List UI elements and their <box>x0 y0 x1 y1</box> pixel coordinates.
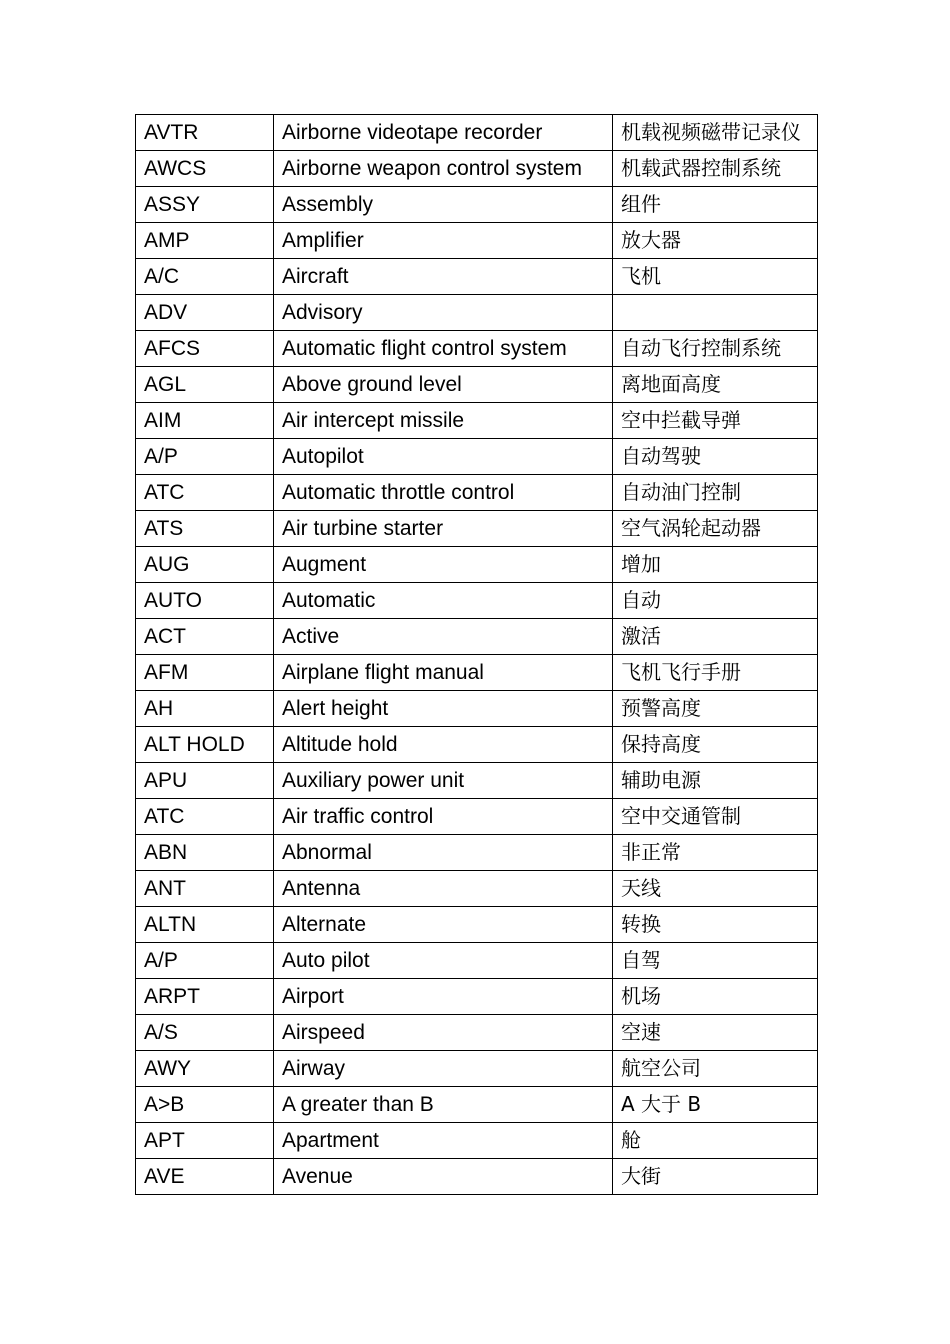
table-row <box>136 979 818 1015</box>
table-row <box>136 331 818 367</box>
english-term-cell: Advisory <box>274 295 613 331</box>
english-term-cell: Autopilot <box>274 439 613 475</box>
table-row <box>136 655 818 691</box>
abbreviation-cell: AUG <box>136 547 274 583</box>
abbreviation-cell: AFCS <box>136 331 274 367</box>
chinese-term-cell: 大街 <box>613 1159 818 1195</box>
chinese-term-cell: 机载武器控制系统 <box>613 151 818 187</box>
english-term-cell: Apartment <box>274 1123 613 1159</box>
table-row <box>136 943 818 979</box>
table-row <box>136 403 818 439</box>
table-row <box>136 1123 818 1159</box>
abbreviation-cell: AH <box>136 691 274 727</box>
abbreviation-cell: ABN <box>136 835 274 871</box>
abbreviation-table-body <box>136 115 818 1195</box>
table-row <box>136 799 818 835</box>
abbreviation-cell: AUTO <box>136 583 274 619</box>
table-row <box>136 367 818 403</box>
abbreviation-cell: A/S <box>136 1015 274 1051</box>
chinese-term-cell: 自动飞行控制系统 <box>613 331 818 367</box>
table-row <box>136 871 818 907</box>
english-term-cell: Amplifier <box>274 223 613 259</box>
abbreviation-cell: ALTN <box>136 907 274 943</box>
table-row <box>136 115 818 151</box>
abbreviation-cell: AMP <box>136 223 274 259</box>
table-row <box>136 1087 818 1123</box>
english-term-cell: Active <box>274 619 613 655</box>
abbreviation-cell: APU <box>136 763 274 799</box>
chinese-term-cell: 非正常 <box>613 835 818 871</box>
chinese-term-cell: 增加 <box>613 547 818 583</box>
table-row <box>136 1159 818 1195</box>
chinese-term-cell: 保持高度 <box>613 727 818 763</box>
english-term-cell: Airplane flight manual <box>274 655 613 691</box>
table-row <box>136 583 818 619</box>
english-term-cell: Airport <box>274 979 613 1015</box>
abbreviation-cell: AGL <box>136 367 274 403</box>
abbreviation-cell: ASSY <box>136 187 274 223</box>
chinese-term-cell: 组件 <box>613 187 818 223</box>
english-term-cell: Above ground level <box>274 367 613 403</box>
abbreviation-cell: AWY <box>136 1051 274 1087</box>
chinese-term-cell: 预警高度 <box>613 691 818 727</box>
chinese-term-cell: 空速 <box>613 1015 818 1051</box>
abbreviation-cell: ALT HOLD <box>136 727 274 763</box>
english-term-cell: Aircraft <box>274 259 613 295</box>
english-term-cell: Augment <box>274 547 613 583</box>
table-row <box>136 1015 818 1051</box>
abbreviation-cell: AVTR <box>136 115 274 151</box>
table-row <box>136 259 818 295</box>
chinese-term-cell: 放大器 <box>613 223 818 259</box>
abbreviation-cell: ACT <box>136 619 274 655</box>
abbreviation-cell: ATS <box>136 511 274 547</box>
table-row <box>136 727 818 763</box>
chinese-term-cell: 飞机飞行手册 <box>613 655 818 691</box>
table-row <box>136 295 818 331</box>
english-term-cell: Automatic throttle control <box>274 475 613 511</box>
abbreviation-cell: A/P <box>136 943 274 979</box>
table-row <box>136 835 818 871</box>
chinese-term-cell: 自动 <box>613 583 818 619</box>
chinese-term-cell: 自动油门控制 <box>613 475 818 511</box>
abbreviation-cell: AFM <box>136 655 274 691</box>
abbreviation-cell: A/C <box>136 259 274 295</box>
abbreviation-cell: A/P <box>136 439 274 475</box>
chinese-term-cell: 飞机 <box>613 259 818 295</box>
english-term-cell: Auto pilot <box>274 943 613 979</box>
english-term-cell: Avenue <box>274 1159 613 1195</box>
table-row <box>136 439 818 475</box>
english-term-cell: Alternate <box>274 907 613 943</box>
chinese-term-cell: 舱 <box>613 1123 818 1159</box>
chinese-term-cell: 机场 <box>613 979 818 1015</box>
table-row <box>136 1051 818 1087</box>
english-term-cell: Airway <box>274 1051 613 1087</box>
english-term-cell: Automatic <box>274 583 613 619</box>
table-row <box>136 763 818 799</box>
english-term-cell: Antenna <box>274 871 613 907</box>
table-row <box>136 475 818 511</box>
english-term-cell: Air intercept missile <box>274 403 613 439</box>
chinese-term-cell: 转换 <box>613 907 818 943</box>
abbreviation-table <box>135 114 818 1195</box>
chinese-term-cell: 空中拦截导弹 <box>613 403 818 439</box>
abbreviation-cell: ATC <box>136 799 274 835</box>
abbreviation-cell: ATC <box>136 475 274 511</box>
chinese-term-cell: A 大于 B <box>613 1087 818 1123</box>
english-term-cell: Airborne videotape recorder <box>274 115 613 151</box>
abbreviation-cell: ARPT <box>136 979 274 1015</box>
table-row <box>136 151 818 187</box>
english-term-cell: Air turbine starter <box>274 511 613 547</box>
abbreviation-cell: ADV <box>136 295 274 331</box>
english-term-cell: Altitude hold <box>274 727 613 763</box>
chinese-term-cell: 空中交通管制 <box>613 799 818 835</box>
chinese-term-cell: 自动驾驶 <box>613 439 818 475</box>
abbreviation-cell: AWCS <box>136 151 274 187</box>
table-row <box>136 619 818 655</box>
chinese-term-cell: 辅助电源 <box>613 763 818 799</box>
english-term-cell: Air traffic control <box>274 799 613 835</box>
table-row <box>136 691 818 727</box>
chinese-term-cell: 航空公司 <box>613 1051 818 1087</box>
english-term-cell: Assembly <box>274 187 613 223</box>
chinese-term-cell: 离地面高度 <box>613 367 818 403</box>
chinese-term-cell: 自驾 <box>613 943 818 979</box>
table-row <box>136 223 818 259</box>
abbreviation-cell: AIM <box>136 403 274 439</box>
abbreviation-cell: ANT <box>136 871 274 907</box>
chinese-term-cell: 天线 <box>613 871 818 907</box>
abbreviation-cell: AVE <box>136 1159 274 1195</box>
chinese-term-cell: 空气涡轮起动器 <box>613 511 818 547</box>
english-term-cell: Airspeed <box>274 1015 613 1051</box>
table-row <box>136 907 818 943</box>
english-term-cell: A greater than B <box>274 1087 613 1123</box>
table-row <box>136 187 818 223</box>
abbreviation-cell: APT <box>136 1123 274 1159</box>
english-term-cell: Abnormal <box>274 835 613 871</box>
table-row <box>136 547 818 583</box>
english-term-cell: Airborne weapon control system <box>274 151 613 187</box>
english-term-cell: Alert height <box>274 691 613 727</box>
table-row <box>136 511 818 547</box>
english-term-cell: Auxiliary power unit <box>274 763 613 799</box>
chinese-term-cell: 激活 <box>613 619 818 655</box>
abbreviation-cell: A>B <box>136 1087 274 1123</box>
chinese-term-cell <box>613 295 818 331</box>
english-term-cell: Automatic flight control system <box>274 331 613 367</box>
chinese-term-cell: 机载视频磁带记录仪 <box>613 115 818 151</box>
